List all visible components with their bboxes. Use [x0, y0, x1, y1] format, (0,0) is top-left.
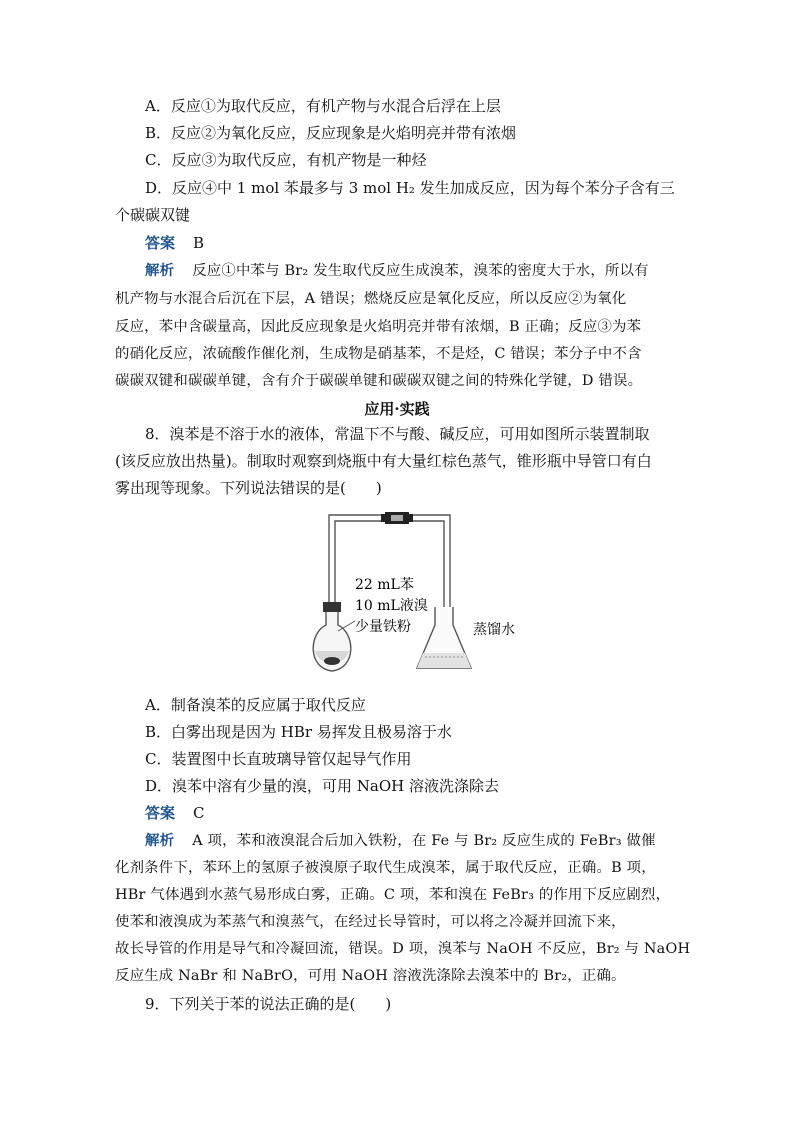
q7-option-b: B．反应②为氧化反应，反应现象是火焰明亮并带有浓烟 — [145, 124, 517, 142]
q7-option-a: A．反应①为取代反应，有机产物与水混合后浮在上层 — [145, 97, 501, 115]
flask-label-benzene: 22 mL苯 — [355, 577, 414, 593]
q8-explanation-line-4: 使苯和液溴成为苯蒸气和溴蒸气，在经过长导管时，可以将之冷凝并回流下来， — [115, 914, 626, 930]
q7-option-c: C．反应③为取代反应，有机产物是一种烃 — [145, 151, 427, 169]
q8-option-c: C．装置图中长直玻璃导管仅起导气作用 — [145, 750, 412, 768]
q8-answer — [145, 803, 205, 823]
answer-label: 答案 — [145, 234, 176, 252]
q8-stem-line-2: (该反应放出热量)。制取时观察到烧瓶中有大量红棕色蒸气，锥形瓶中导管口有白 — [115, 452, 652, 470]
q8-explanation-line-3: HBr 气体遇到水蒸气易形成白雾，正确。C 项，苯和溴在 FeBr₃ 的作用下反应剧烈， — [115, 887, 671, 903]
q8-option-b: B．白雾出现是因为 HBr 易挥发且极易溶于水 — [145, 723, 452, 741]
q7-explanation-line-2: 机产物与水混合后沉在下层，A 错误；燃烧反应是氧化反应，所以反应②为氧化 — [115, 291, 627, 307]
explain-label: 解析 — [145, 262, 175, 279]
flask-label-iron: 少量铁粉 — [355, 619, 411, 635]
flask-label-bromine: 10 mL液溴 — [355, 598, 428, 614]
explain-label: 解析 — [145, 832, 175, 849]
q8-option-d: D．溴苯中溶有少量的溴，可用 NaOH 溶液洗涤除去 — [145, 777, 500, 795]
conical-flask — [417, 607, 471, 668]
answer-label: 答案 — [145, 804, 176, 822]
beaker-label-water: 蒸馏水 — [473, 622, 515, 638]
q7-explanation-line-3: 反应，苯中含碳量高，因此反应现象是火焰明亮并带有浓烟，B 正确；反应③为苯 — [115, 319, 642, 335]
q8-stem-line-1: 8．溴苯是不溶于水的液体，常温下不与酸、碱反应，可用如图所示装置制取 — [145, 425, 650, 443]
q8-option-a: A．制备溴苯的反应属于取代反应 — [145, 696, 366, 714]
round-bottom-flask — [313, 602, 355, 671]
q8-stem-line-3: 雾出现等现象。下列说法错误的是( ) — [115, 479, 382, 497]
q8-explanation-line-1 — [145, 831, 656, 851]
rubber-connector — [381, 512, 413, 524]
q7-explanation-line-4: 的硝化反应，浓硫酸作催化剂，生成物是硝基苯，不是烃，C 错误；苯分子中不含 — [115, 346, 642, 362]
q7-option-d: D．反应④中 1 mol 苯最多与 3 mol H₂ 发生加成反应，因为每个苯分子含有三 — [145, 179, 675, 197]
q8-explanation-line-6: 反应生成 NaBr 和 NaBrO，可用 NaOH 溶液洗涤除去溴苯中的 Br₂，正确。 — [115, 968, 626, 984]
q7-option-d-cont: 个碳碳双键 — [115, 206, 191, 224]
answer-value: B — [193, 234, 205, 252]
q7-explanation-line-5: 碳碳双键和碳碳单键，含有介于碳碳单键和碳碳双键之间的特殊化学键，D 错误。 — [115, 373, 643, 389]
q9-stem: 9．下列关于苯的说法正确的是( ) — [145, 995, 392, 1013]
apparatus-figure — [305, 503, 527, 688]
section-title: 应用·实践 — [364, 400, 430, 418]
q7-explanation-line-1 — [145, 261, 649, 281]
q8-explanation-line-5: 故长导管的作用是导气和冷凝回流，错误。D 项，溴苯与 NaOH 不反应，Br₂ 与 NaOH — [115, 941, 691, 957]
explain-text: 反应①中苯与 Br₂ 发生取代反应生成溴苯，溴苯的密度大于水，所以有 — [192, 263, 649, 279]
answer-value: C — [193, 804, 205, 822]
q7-answer — [145, 233, 204, 253]
q8-explanation-line-2: 化剂条件下，苯环上的氢原子被溴原子取代生成溴苯，属于取代反应，正确。B 项， — [115, 860, 656, 876]
explain-text: A 项，苯和液溴混合后加入铁粉，在 Fe 与 Br₂ 反应生成的 FeBr₃ 做催 — [192, 833, 656, 849]
